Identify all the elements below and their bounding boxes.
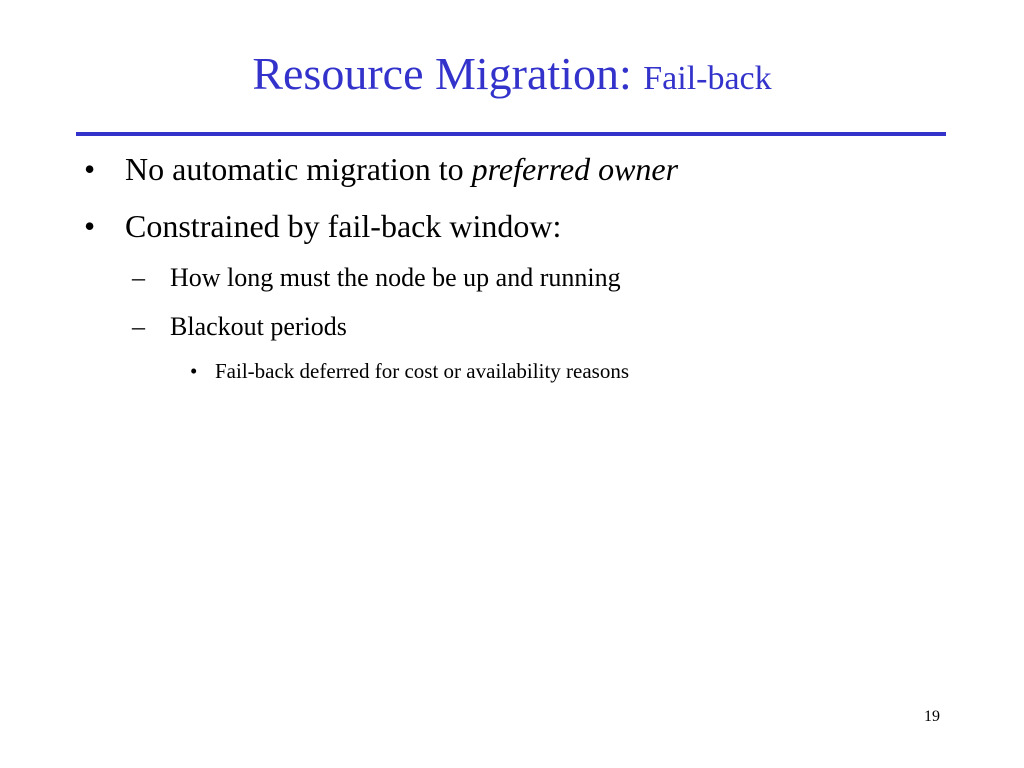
bullet-marker: • (84, 151, 96, 187)
dash-marker: – (132, 312, 145, 341)
sub-bullet-text: How long must the node be up and running (170, 263, 621, 292)
sub-bullet-text: Blackout periods (170, 312, 347, 341)
bullet-marker: • (190, 359, 198, 383)
bullet-text-plain: No automatic migration to (125, 151, 472, 187)
title-divider (76, 132, 946, 136)
dash-marker: – (132, 263, 145, 292)
title-main: Resource Migration: (252, 48, 644, 99)
sub-sub-bullet-text: Fail-back deferred for cost or availability reasons (215, 359, 630, 383)
slide-title (0, 46, 1024, 107)
bullet-text (125, 150, 678, 188)
page-number: 19 (924, 708, 940, 725)
bullet-text-emphasis: preferred owner (471, 151, 679, 187)
bullet-text: Constrained by fail-back window: (125, 208, 562, 244)
title-subtitle: Fail-back (643, 60, 772, 97)
bullet-marker: • (84, 208, 96, 244)
